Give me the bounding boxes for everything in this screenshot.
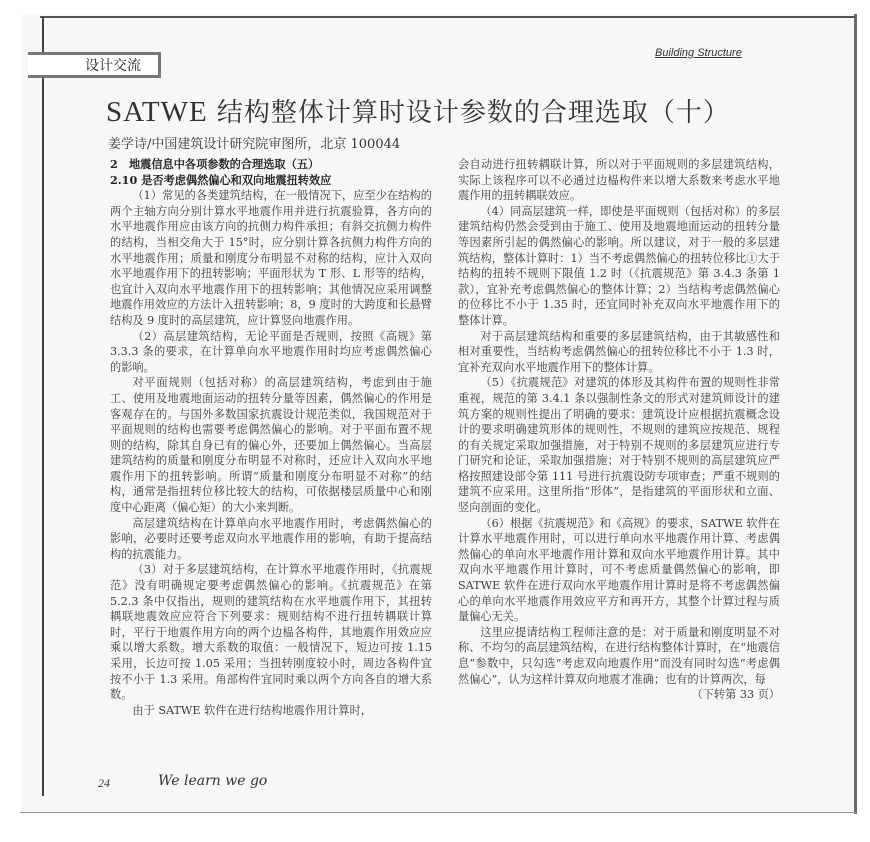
left-column	[110, 157, 432, 718]
right-column	[458, 157, 780, 703]
bottom-edge-divider	[20, 812, 856, 813]
title-cn: 结构整体计算时设计参数的合理选取（十）	[207, 98, 730, 128]
paragraph: 高层建筑结构在计算单向水平地震作用时，考虑偶然偏心的影响，必要时还要考虑双向水平地震作用的影响，有助于提高结构的抗震能力。	[110, 516, 432, 561]
paragraph: （5）《抗震规范》对建筑的体形及其构件布置的规则性非常重视，规范的第 3.4.1 条以强制性条文的形式对建筑师设计的建筑方案的规则性提出了明确的要求：建筑设计应根据抗震概念设计的要求明确建筑形体的规则性，不规则的建筑应按规范、规程的有关规定采取加强措施，对于特别不规则的多层建筑应进行专门研究和论证，采取加强措施；对于特别不规则的高层建筑应严格按照建设部令第 111 号进行抗震设防专项审查；严重不规则的建筑不应采用。这里所指“形体”，是指建筑的平面形状和立面、竖向剖面的变化。	[458, 376, 780, 515]
paragraph: （6）根据《抗震规范》和《高规》的要求，SATWE 软件在计算水平地震作用时，可以进行单向水平地震作用计算、考虑偶然偏心的单向水平地震作用计算和双向水平地震作用计算。其中双向水平地震作用计算时，可不考虑质量偶然偏心的影响，即 SATWE 软件在进行双向水平地震作用计算时是将不考虑偶然偏心的单向水平地震作用效应平方和再开方，其整个计算过程与质量偏心无关。	[458, 516, 780, 624]
paragraph: 对于高层建筑结构和重要的多层建筑结构，由于其敏感性和相对重要性，当结构考虑偶然偏心的扭转位移比不小于 1.3 时，宜补充双向水平地震作用下的整体计算。	[458, 329, 780, 374]
section-tag	[28, 52, 161, 78]
paragraph: （4）同高层建筑一样，即使是平面规则（包括对称）的多层建筑结构仍然会受到由于施工、使用及地震地面运动的扭转分量等因素所引起的偶然偏心的影响。所以建议，对于一般的多层建筑结构，整体计算时：1）当不考虑偶然偏心的扭转位移比①大于结构的扭转不规则下限值 1.2 时（《抗震规范》第 3.4.3 条第 1 款），宜补充考虑偶然偏心的整体计算；2）当结构考虑偶然偏心的位移比不小于 1.35 时，还宜同时补充双向水平地震作用下的整体计算。	[458, 204, 780, 327]
paragraph: （1）常见的各类建筑结构，在一般情况下，应至少在结构的两个主轴方向分别计算水平地震作用并进行抗震验算，各方向的水平地震作用应由该方向的抗侧力构件承担；有斜交抗侧力构件的结构，当相交角大于 15°时，应分别计算各抗侧力构件方向的水平地震作用；质量和刚度分布明显不对称的结构，应计入双向水平地震作用下的扭转影响；平面形状为 T 形、L 形等的结构，也宜计入双向水平地震作用下的扭转影响；其他情况应采用调整地震作用效应的方法计入扭转影响；8，9 度时的大跨度和长悬臂结构及 9 度时的高层建筑，应计算竖向地震作用。	[110, 189, 432, 327]
paragraph: 这里应提请结构工程师注意的是：对于质量和刚度明显不对称、不均匀的高层建筑结构，在进行结构整体计算时，在“地震信息”参数中，只勾选“考虑双向地震作用”而没有同时勾选“考虑偶然偏心”，认为这样计算双向地震才准确；也有的计算两次，每	[458, 625, 780, 686]
footer-motto: We learn we go	[158, 773, 268, 789]
author-line: 姜学诗/中国建筑设计研究院审图所，北京 100044	[108, 137, 401, 152]
paragraph: （2）高层建筑结构，无论平面是否规则，按照《高规》第 3.3.3 条的要求，在计算单向水平地震作用时均应考虑偶然偏心的影响。	[110, 329, 432, 374]
continued-note: （下转第 33 页）	[691, 688, 780, 702]
paragraph: 对平面规则（包括对称）的高层建筑结构，考虑到由于施工、使用及地震地面运动的扭转分量等因素，偶然偏心的作用是客观存在的。与国外多数国家抗震设计规范类似，我国规范对于平面规则的结构也需要考虑偶然偏心的影响。对于平面布置不规则的结构，除其自身已有的偏心外，还要加上偶然偏心。当高层建筑结构的质量和刚度分布明显不对称时，还应计入双向水平地震作用下的扭转影响。所谓“质量和刚度分布明显不对称”的结构，通常是指扭转位移比较大的结构，可依据楼层质量中心和刚度中心距离（偏心矩）的大小来判断。	[110, 376, 432, 515]
left-margin-rule	[42, 16, 44, 796]
section-tag-label: 设计交流	[85, 58, 141, 74]
page-number: 24	[98, 776, 110, 790]
subsection-heading: 2.10 是否考虑偶然偏心和双向地震扭转效应	[110, 172, 332, 187]
top-rule-divider	[40, 16, 855, 18]
article-title	[106, 92, 730, 129]
section-heading: 2 地震信息中各项参数的合理选取（五）	[110, 157, 320, 171]
paragraph: 会自动进行扭转耦联计算，所以对于平面规则的多层建筑结构，实际上该程序可以不必通过边榀构件来以增大系数来考虑水平地震作用的扭转耦联效应。	[458, 158, 780, 203]
paragraph: （3）对于多层建筑结构，在计算水平地震作用时，《抗震规范》没有明确规定要考虑偶然偏心的影响。《抗震规范》在第 5.2.3 条中仅指出，规则的建筑结构在水平地震作用下，其扭转耦联地震效应应符合下列要求：规则结构不进行扭转耦联计算时，平行于地震作用方向的两个边榀各构件，其地震作用效应应乘以增大系数。增大系数的取值：一般情况下，短边可按 1.15 采用，长边可按 1.05 采用；当扭转刚度较小时，周边各构件宜按不小于 1.3 采用。角部构件宜同时乘以两个方向各自的增大系数。	[110, 563, 432, 702]
title-latin: SATWE	[106, 96, 208, 128]
paragraph: 由于 SATWE 软件在进行结构地震作用计算时，	[132, 703, 372, 717]
journal-name: Building Structure	[655, 47, 742, 59]
